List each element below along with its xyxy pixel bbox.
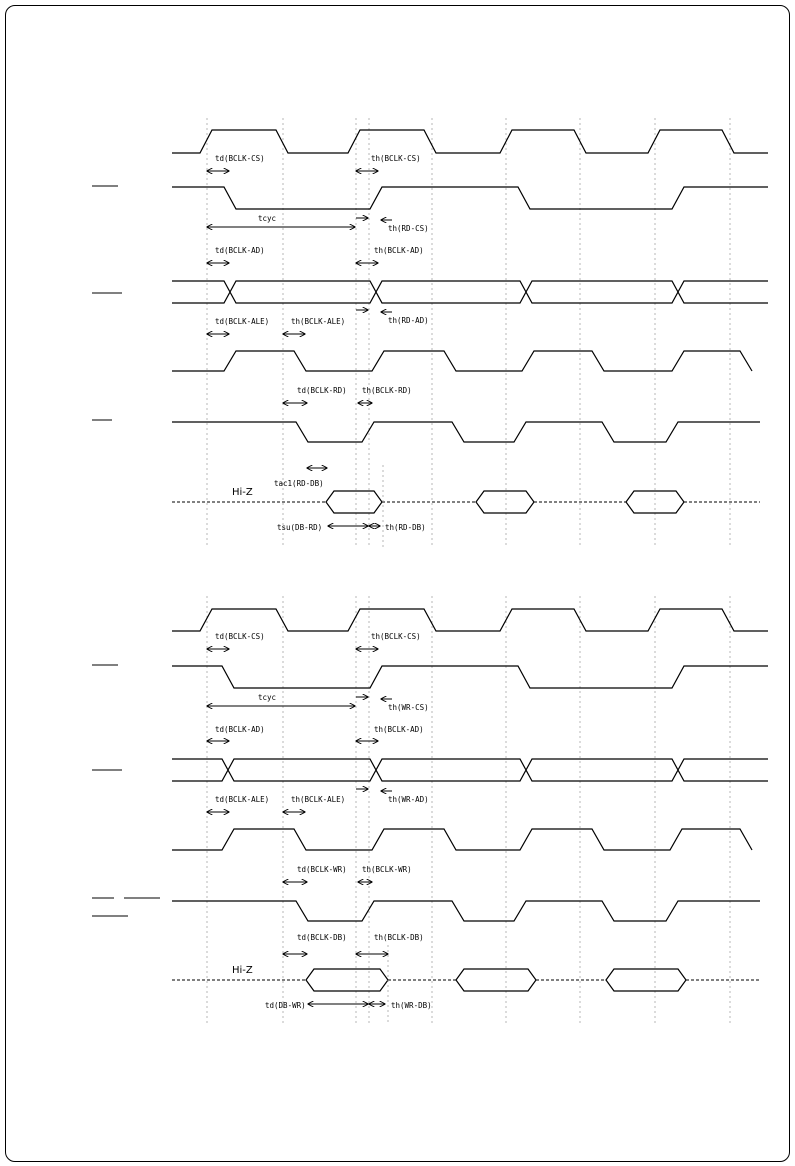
read-th-rd-cs-label: th(RD-CS) (388, 224, 429, 233)
write-th-bclk-ale-label: th(BCLK-ALE) (291, 795, 346, 804)
write-th-wr-cs-label: th(WR-CS) (388, 703, 429, 712)
read-td-bclk-rd-label: td(BCLK-RD) (297, 386, 347, 395)
write-db-bus-waveform (172, 969, 760, 991)
write-th-bclk-db-label: th(BCLK-DB) (374, 933, 424, 942)
write-td-db-wr-label: td(DB-WR) (265, 1001, 306, 1010)
read-td-bclk-ad-label: td(BCLK-AD) (215, 246, 265, 255)
write-td-bclk-db-label: td(BCLK-DB) (297, 933, 347, 942)
read-tcyc-label: tcyc (258, 214, 277, 223)
read-db-bus-waveform (172, 491, 760, 513)
read-ale-waveform (172, 351, 752, 371)
read-bclk-waveform (172, 130, 768, 153)
read-th-bclk-rd-label: th(BCLK-RD) (362, 386, 412, 395)
write-ale-waveform (172, 829, 752, 850)
write-timing-diagram (92, 596, 768, 1025)
read-ad-bus-waveform (172, 281, 768, 303)
write-ad-bus-waveform (172, 759, 768, 781)
read-rd-waveform (172, 422, 760, 442)
write-th-bclk-ad-label: th(BCLK-AD) (374, 725, 424, 734)
write-cs-waveform (172, 666, 768, 688)
write-wr-waveform (172, 901, 760, 921)
write-th-bclk-cs-label: th(BCLK-CS) (371, 632, 421, 641)
read-hiz-label: Hi-Z (232, 487, 253, 498)
read-th-bclk-ad-label: th(BCLK-AD) (374, 246, 424, 255)
write-tcyc-label: tcyc (258, 693, 277, 702)
read-th-bclk-ale-label: th(BCLK-ALE) (291, 317, 346, 326)
read-tac1-rd-db-label: tac1(RD-DB) (274, 479, 324, 488)
write-td-bclk-wr-label: td(BCLK-WR) (297, 865, 347, 874)
write-th-wr-ad-label: th(WR-AD) (388, 795, 429, 804)
write-grid-lines (207, 596, 730, 1025)
read-tsu-db-rd-label: tsu(DB-RD) (277, 523, 323, 532)
write-th-bclk-wr-label: th(BCLK-WR) (362, 865, 412, 874)
read-th-bclk-cs-label: th(BCLK-CS) (371, 154, 421, 163)
write-hiz-label: Hi-Z (232, 965, 253, 976)
write-th-wr-db-label: th(WR-DB) (391, 1001, 432, 1010)
write-td-bclk-ale-label: td(BCLK-ALE) (215, 795, 270, 804)
read-td-bclk-ale-label: td(BCLK-ALE) (215, 317, 270, 326)
read-th-rd-db-label: th(RD-DB) (385, 523, 426, 532)
read-th-rd-ad-label: th(RD-AD) (388, 316, 429, 325)
write-td-bclk-cs-label: td(BCLK-CS) (215, 632, 265, 641)
read-td-bclk-cs-label: td(BCLK-CS) (215, 154, 265, 163)
write-bclk-waveform (172, 609, 768, 631)
read-cs-waveform (172, 187, 768, 209)
read-timing-diagram (92, 118, 768, 548)
write-td-bclk-ad-label: td(BCLK-AD) (215, 725, 265, 734)
